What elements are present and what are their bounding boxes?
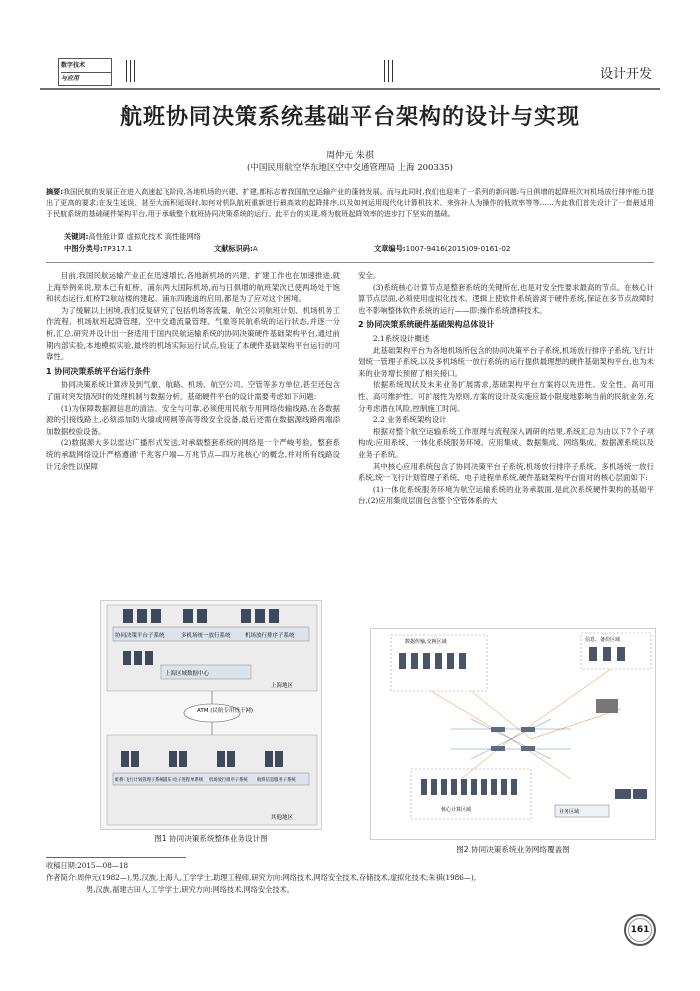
fig2-label-bl: 核心计算区域 <box>441 807 472 813</box>
right-paragraph-3: (3)系统核心计算节点是整套系统的关键所在,也是对安全性要求最高的节点。在核心计算节点层面,必须使用虚拟化技术、逻辑上使软件系统游离于硬件系统,保证在多节点故障时也不影响整体软件系统的运行——即:操作系统漂移技术。 <box>358 282 654 315</box>
section-1-heading: 1 协同决策系统平台运行条件 <box>46 366 151 376</box>
section-1-paragraph-1: 协同决策系统计算涉及到气象、航路、机场、航空公司、空管等多方单位,甚至还包含了面对突发情况时的处理机制与数据分析。基础硬件平台的设计需要考虑如下问题: <box>46 380 340 401</box>
fig1-box3-label: 机场放行排序子系统 <box>245 633 295 639</box>
doc-value: A <box>252 244 258 253</box>
fig1-atm-label: ATM (民航专用骨干网) <box>197 708 253 714</box>
author-bio-1: 作者简介:周仲元(1982—),男,汉族,上海人,工学学士,助理工程师,研究方向:网络技术,网络安全技术,存储技术,虚拟化技术;朱祺(1986—), <box>46 873 477 882</box>
cls-value: TP317.1 <box>102 244 133 253</box>
section-tag: 设计开发 <box>599 67 652 82</box>
keywords <box>64 232 654 242</box>
journal-logo-line1: 数字技术 <box>61 62 86 69</box>
abstract-text: 我国民航的发展正在进入高速起飞阶段,各地机场的兴建、扩建,都标志着我国航空运输产业的蓬勃发展。而与此同时,我们也迎来了一系列的新问题:与日俱增的起降班次对机场放行排序能力提出了更高的要求;在发生延误、甚至大面积延误时,如何对机队航班重新进行最高效的起降排序,以及如何运用现代化计算机技术、来弥补人为操作的低效率等等……为此我们首先设计了一套最适用于民航系统的基础硬件架构平台,用于承载整个航班协同决策系统的运行。此平台的实现,将为航班起降效率的进步打下坚实的基础。 <box>46 187 654 218</box>
fig1-region-bottom: 其他地区 <box>271 815 294 821</box>
left-column <box>46 270 340 472</box>
right-column <box>358 270 654 507</box>
header-bars-right <box>384 60 396 86</box>
fig1-bottom4: 航班信息服务子系统 <box>257 778 296 783</box>
section-2-1-heading: 2.1系统设计概述 <box>372 333 430 343</box>
section-2-heading: 2 协同决策系统硬件基础架构总体设计 <box>358 320 495 330</box>
divider <box>46 262 654 263</box>
page-number-badge <box>624 914 656 946</box>
doc-label: 文献标识码: <box>214 244 253 253</box>
intro-paragraph-2: 为了缓解以上困境,我们反复研究了包括机场客流量、航空公司航班计划、机场机务工作流程、机场航班起降管理、空中交通流量管理、气象等民航系统的运行状态,并逐一分析,汇总,研究并设计出一套适用于国内民航运输系统的协同决策硬件基础架构平台,通过前期内部实验,本地模拟实验,最终的机场实际运行试点,验证了本硬件基础架构平台运行的可靠性。 <box>46 305 340 362</box>
fig2-label-br: 业务区域 <box>559 809 580 815</box>
author-bio-2: 男,汉族,福建古田人,工学学士,研究方向:网络技术,网络安全技术。 <box>86 885 294 894</box>
journal-logo-line2: 与应用 <box>61 72 111 83</box>
section-2-2-paragraph-2: 其中核心应用系统包含了协同决策平台子系统,机场放行排序子系统、多机场统一放行系统,统一飞行计划管理子系统、电子进程单系统,硬件基础架构平台面对的核心层面如下: <box>358 461 654 483</box>
right-col-continuation: 安全。 <box>358 271 381 280</box>
page-number-ring <box>628 918 652 942</box>
fig1-center-label: 上海区域数据中心 <box>165 671 210 677</box>
keywords-label: 关键词: <box>64 232 89 241</box>
abstract-label: 摘要: <box>46 187 64 196</box>
footnotes <box>46 860 654 896</box>
abstract <box>46 186 654 219</box>
fig2-label-tr: 信息、备份区域 <box>585 637 621 643</box>
paper-title: 航班协同决策系统基础平台架构的设计与实现 <box>119 105 580 130</box>
fig1-box1-label: 协同决策平台子系统 <box>115 633 165 639</box>
fig1-region-top: 上海地区 <box>271 683 294 689</box>
journal-logo <box>58 58 112 86</box>
section-2-1-paragraph-1: 此基础架构平台为各地机场所包含的协同决策平台子系统,机场放行排序子系统,飞行计划统一管理子系统,以及多机场统一放行系统的运行提供最理想的硬件基础架构平台,也为未来的业务增长预留了相关接口。 <box>358 345 654 378</box>
art-value: 1007-9416(2015)09-0161-02 <box>405 244 511 253</box>
section-1-paragraph-3: (2)数据源大多以雷达广播形式发送,对承载整套系统的网络是一个严峻考验。整套系统的承载网络设计严格遵循'千兆客户端—万兆节点—四万兆核心'的概念,并对所有线路设计冗余性以保障 <box>46 438 340 471</box>
fig1-bottom3: 机场放行排序子系统 <box>209 778 248 783</box>
running-header <box>40 58 660 90</box>
fig1-bottom1: 虹桥:飞行计划管理子系统 <box>115 778 164 783</box>
footnote-rule <box>46 857 186 858</box>
figure-1-diagram <box>100 600 322 830</box>
figure-2-diagram <box>370 628 656 840</box>
section-1-paragraph-2: (1)为保障数据源信息的清洁、安全与可靠,必须使用民航专用网络传输线路,在各数据源的引接线路上,必须添加防火墙或网闸等高等级安全设备,最后还需在数据源线路两端添加数据校验设备。 <box>46 403 340 436</box>
authors: 周仲元 朱祺 <box>326 151 374 161</box>
section-2-2-paragraph-3: (1)一体化系统服务环境为航空运输系统的业务承载面,是此次系统硬件架构的基础平台,(2)应用集成层面包含整个空管体系的大 <box>358 484 654 506</box>
header-bars-left <box>126 60 138 86</box>
page-number: 161 <box>630 925 650 935</box>
fig1-bottom2: 浦东:电子进程单系统 <box>163 778 204 783</box>
section-2-2-heading: 2.2 业务系统架构设计 <box>372 415 447 425</box>
cls-label: 中图分类号: <box>64 244 103 253</box>
fig2-label-tl: 数据传输,交换区域 <box>405 639 447 645</box>
figure-2-caption: 图2 协同决策系统业务网络覆盖图 <box>456 845 570 854</box>
received-date: 收稿日期:2015—08—18 <box>46 861 129 870</box>
section-2-2-paragraph-1: 根据对整个航空运输系统工作原理与流程深入调研的结果,系统汇总为由以下7个子项构成:应用系统、一体化系统服务环境、应用集成、数据集成、网络集成、数据源系统以及业务子系统。 <box>358 426 654 459</box>
section-2-1-paragraph-2: 依据系统现状及未来业务扩展需求,基础架构平台方案将以先进性、安全性、高可用性、高可维护性、可扩展性为原则,方案的设计及实施应最小限度地影响当前的民航业务,充分考虑潜在风险,控制施工时间。 <box>358 380 654 413</box>
figure-1-caption: 图1 协同决策系统整体业务设计图 <box>154 834 268 843</box>
intro-paragraph-1: 目前,我国民航运输产业正在迅速增长,各地新机场的兴建、扩建工作也在加速推进,就上海举例来说,原本已有虹桥、浦东两大国际机场,而与日俱增的航班架次已使两场处于饱和状态运行,虹桥T2航站楼的建起、浦东四跑道的启用,都是为了应对这个困境。 <box>46 271 340 304</box>
keywords-text: 高性能计算 虚拟化技术 高性能网络 <box>88 232 201 241</box>
affiliation: (中国民用航空华东地区空中交通管理局 上海 200335) <box>247 163 453 173</box>
art-label: 文章编号: <box>374 244 406 253</box>
fig1-box2-label: 多机场统一放行系统 <box>181 633 231 639</box>
